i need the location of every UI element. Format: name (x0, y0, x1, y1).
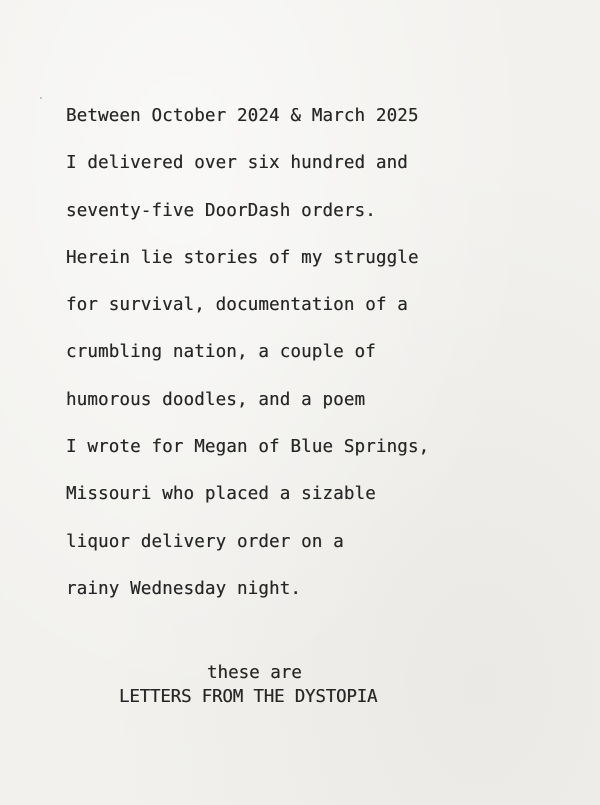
text-line-9: Missouri who placed a sizable (66, 484, 376, 505)
text-line-8: I wrote for Megan of Blue Springs, (66, 437, 430, 458)
paper-speck (40, 97, 42, 99)
text-line-11: rainy Wednesday night. (66, 578, 302, 599)
text-line-4: Herein lie stories of my struggle (66, 247, 419, 268)
text-line-7: humorous doodles, and a poem (66, 389, 366, 410)
text-line-5: for survival, documentation of a (66, 295, 408, 316)
text-line-2: I delivered over six hundred and (66, 153, 408, 174)
text-line-3: seventy-five DoorDash orders. (66, 200, 376, 221)
text-line-6: crumbling nation, a couple of (66, 342, 376, 363)
intro-paragraph (66, 103, 586, 623)
closing-intro: these are (207, 663, 302, 683)
text-line-1: Between October 2024 & March 2025 (66, 106, 419, 126)
closing-title: LETTERS FROM THE DYSTOPIA (119, 687, 378, 707)
text-line-10: liquor delivery order on a (66, 531, 344, 552)
